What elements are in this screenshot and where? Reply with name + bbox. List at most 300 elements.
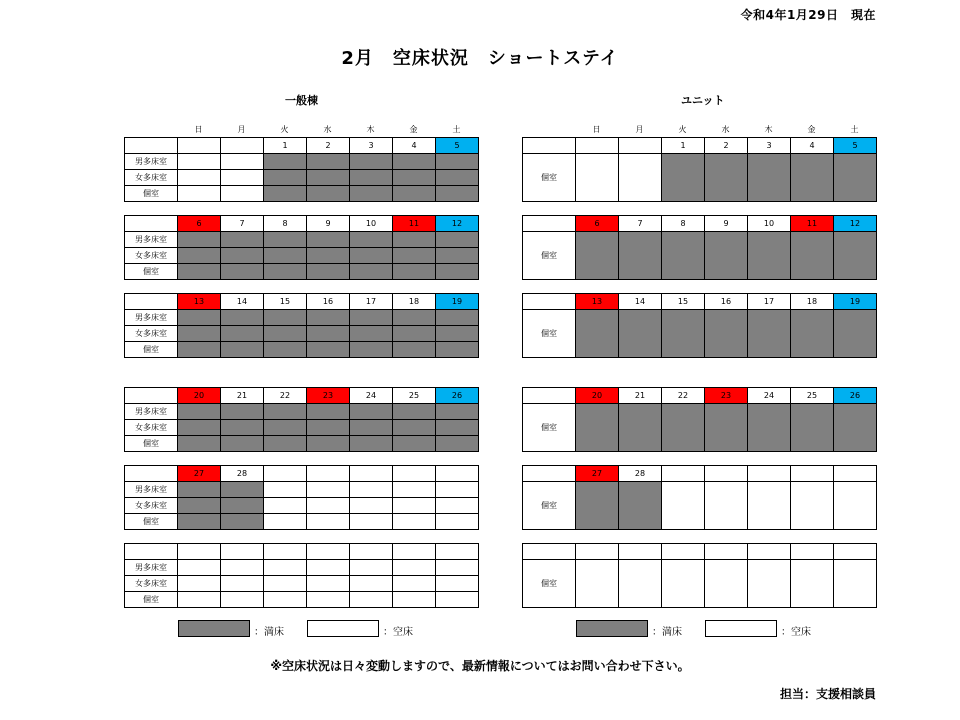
bed-status-full-cell — [436, 232, 479, 248]
week-header-corner — [125, 216, 178, 232]
bed-status-full-cell — [178, 514, 221, 530]
day-number-cell — [307, 544, 350, 560]
weekday-label: 木 — [366, 125, 375, 134]
room-type-label: 個室 — [125, 342, 178, 358]
bed-status-empty-cell — [264, 514, 307, 530]
bed-status-empty-cell — [791, 560, 834, 608]
bed-status-full-cell — [619, 482, 662, 530]
day-number-cell — [662, 466, 705, 482]
unit-week-table — [522, 293, 877, 358]
bed-status-full-cell — [436, 264, 479, 280]
bed-status-empty-cell — [264, 560, 307, 576]
bed-status-full-cell — [307, 154, 350, 170]
day-number-cell: 16 — [705, 294, 748, 310]
bed-status-full-cell — [662, 232, 705, 280]
day-number-cell: 27 — [178, 466, 221, 482]
bed-status-full-cell — [350, 310, 393, 326]
legend-full-label-general: ：満床 — [254, 627, 284, 638]
page-title: 2月 空床状況 ショートステイ — [341, 48, 619, 69]
room-type-label: 個室 — [523, 310, 576, 358]
day-number-cell — [393, 544, 436, 560]
bed-status-empty-cell — [178, 592, 221, 608]
bed-status-full-cell — [705, 310, 748, 358]
weekday-label: 水 — [721, 125, 730, 134]
weekday-label: 火 — [280, 125, 289, 134]
bed-status-full-cell — [350, 342, 393, 358]
bed-status-empty-cell — [264, 576, 307, 592]
bed-status-full-cell — [436, 310, 479, 326]
day-number-cell: 26 — [436, 388, 479, 404]
bed-status-empty-cell — [307, 482, 350, 498]
legend-empty-label-unit: ：空床 — [781, 627, 811, 638]
bed-status-full-cell — [178, 420, 221, 436]
bed-status-full-cell — [791, 404, 834, 452]
bed-status-full-cell — [221, 232, 264, 248]
week-header-corner — [125, 466, 178, 482]
weekday-label: 月 — [237, 125, 246, 134]
staff-contact: 担当：支援相談員 — [779, 687, 876, 701]
bed-status-full-cell — [791, 232, 834, 280]
bed-status-full-cell — [350, 154, 393, 170]
bed-status-full-cell — [393, 154, 436, 170]
day-number-cell: 18 — [393, 294, 436, 310]
day-number-cell: 26 — [834, 388, 877, 404]
day-number-cell — [178, 544, 221, 560]
day-number-cell: 22 — [662, 388, 705, 404]
unit-week-table — [522, 387, 877, 452]
bed-status-full-cell — [748, 310, 791, 358]
bed-status-full-cell — [264, 186, 307, 202]
bed-status-empty-cell — [576, 560, 619, 608]
day-number-cell: 4 — [393, 138, 436, 154]
legend-full-swatch-unit — [576, 620, 648, 637]
day-number-cell: 10 — [748, 216, 791, 232]
day-number-cell: 11 — [791, 216, 834, 232]
bed-status-empty-cell — [178, 170, 221, 186]
day-number-cell: 13 — [576, 294, 619, 310]
bed-status-full-cell — [705, 154, 748, 202]
day-number-cell: 27 — [576, 466, 619, 482]
bed-status-full-cell — [393, 264, 436, 280]
week-header-corner — [523, 294, 576, 310]
bed-status-empty-cell — [264, 592, 307, 608]
bed-status-full-cell — [576, 232, 619, 280]
bed-status-full-cell — [834, 232, 877, 280]
day-number-cell: 22 — [264, 388, 307, 404]
day-number-cell: 25 — [393, 388, 436, 404]
bed-status-empty-cell — [393, 514, 436, 530]
room-type-label: 個室 — [125, 436, 178, 452]
day-number-cell — [619, 138, 662, 154]
bed-status-empty-cell — [350, 482, 393, 498]
weekday-label: 木 — [764, 125, 773, 134]
week-header-corner — [523, 544, 576, 560]
day-number-cell: 18 — [791, 294, 834, 310]
room-type-label: 女多床室 — [125, 576, 178, 592]
bed-status-full-cell — [662, 404, 705, 452]
bed-status-empty-cell — [393, 576, 436, 592]
day-number-cell: 14 — [619, 294, 662, 310]
bed-status-empty-cell — [436, 576, 479, 592]
day-number-cell: 15 — [264, 294, 307, 310]
day-number-cell: 8 — [662, 216, 705, 232]
bed-status-full-cell — [264, 310, 307, 326]
bed-status-full-cell — [264, 326, 307, 342]
day-number-cell — [791, 544, 834, 560]
bed-status-full-cell — [307, 186, 350, 202]
day-number-cell — [791, 466, 834, 482]
week-header-corner — [523, 388, 576, 404]
weekday-label: 月 — [635, 125, 644, 134]
unit-week-table — [522, 215, 877, 280]
bed-status-full-cell — [576, 404, 619, 452]
bed-status-full-cell — [791, 154, 834, 202]
bed-status-full-cell — [705, 232, 748, 280]
room-type-label: 個室 — [125, 264, 178, 280]
general-week-table — [124, 137, 479, 202]
bed-status-full-cell — [221, 404, 264, 420]
day-number-cell — [221, 544, 264, 560]
bed-status-empty-cell — [221, 186, 264, 202]
bed-status-full-cell — [436, 436, 479, 452]
day-number-cell: 28 — [221, 466, 264, 482]
bed-status-empty-cell — [576, 154, 619, 202]
bed-status-full-cell — [576, 482, 619, 530]
bed-status-empty-cell — [307, 576, 350, 592]
bed-status-empty-cell — [393, 482, 436, 498]
room-type-label: 個室 — [523, 482, 576, 530]
day-number-cell: 28 — [619, 466, 662, 482]
bed-status-full-cell — [264, 154, 307, 170]
room-type-label: 女多床室 — [125, 326, 178, 342]
weekday-label: 日 — [194, 125, 203, 134]
bed-status-full-cell — [178, 404, 221, 420]
bed-status-full-cell — [834, 310, 877, 358]
bed-status-empty-cell — [178, 186, 221, 202]
bed-status-empty-cell — [393, 592, 436, 608]
room-type-label: 男多床室 — [125, 560, 178, 576]
bed-status-empty-cell — [221, 576, 264, 592]
bed-status-empty-cell — [307, 514, 350, 530]
footer-note: ※空床状況は日々変動しますので、最新情報についてはお問い合わせ下さい。 — [270, 659, 690, 673]
legend-empty-swatch-unit — [705, 620, 777, 637]
bed-status-full-cell — [221, 342, 264, 358]
room-type-label: 個室 — [125, 592, 178, 608]
weekday-label: 土 — [452, 125, 461, 134]
bed-status-full-cell — [705, 404, 748, 452]
bed-status-full-cell — [178, 482, 221, 498]
day-number-cell: 6 — [576, 216, 619, 232]
week-header-corner — [523, 466, 576, 482]
weekday-label: 水 — [323, 125, 332, 134]
room-type-label: 女多床室 — [125, 498, 178, 514]
section-label-general: 一般棟 — [285, 94, 318, 107]
day-number-cell: 23 — [705, 388, 748, 404]
bed-status-full-cell — [307, 404, 350, 420]
bed-status-full-cell — [393, 186, 436, 202]
room-type-label: 個室 — [523, 560, 576, 608]
day-number-cell: 20 — [178, 388, 221, 404]
bed-status-full-cell — [436, 326, 479, 342]
general-week-table — [124, 387, 479, 452]
day-number-cell — [834, 544, 877, 560]
legend-empty-label-general: ：空床 — [383, 627, 413, 638]
bed-status-full-cell — [264, 404, 307, 420]
bed-status-full-cell — [393, 342, 436, 358]
bed-status-full-cell — [791, 310, 834, 358]
weekday-label: 日 — [592, 125, 601, 134]
day-number-cell: 12 — [834, 216, 877, 232]
legend-full-label-unit: ：満床 — [652, 627, 682, 638]
weekday-label: 土 — [850, 125, 859, 134]
bed-status-empty-cell — [619, 560, 662, 608]
day-number-cell: 4 — [791, 138, 834, 154]
day-number-cell: 5 — [834, 138, 877, 154]
bed-status-full-cell — [221, 436, 264, 452]
day-number-cell: 3 — [748, 138, 791, 154]
bed-status-full-cell — [436, 420, 479, 436]
bed-status-empty-cell — [221, 560, 264, 576]
weekday-label: 金 — [807, 125, 816, 134]
day-number-cell — [748, 466, 791, 482]
day-number-cell: 2 — [705, 138, 748, 154]
bed-status-full-cell — [619, 310, 662, 358]
bed-status-full-cell — [748, 404, 791, 452]
day-number-cell — [662, 544, 705, 560]
bed-status-empty-cell — [178, 560, 221, 576]
room-type-label: 男多床室 — [125, 310, 178, 326]
day-number-cell: 7 — [221, 216, 264, 232]
bed-status-full-cell — [307, 310, 350, 326]
week-header-corner — [125, 544, 178, 560]
bed-status-full-cell — [178, 342, 221, 358]
bed-status-full-cell — [393, 326, 436, 342]
bed-status-full-cell — [221, 420, 264, 436]
week-header-corner — [125, 388, 178, 404]
weekday-label: 火 — [678, 125, 687, 134]
day-number-cell — [436, 544, 479, 560]
week-header-corner — [523, 216, 576, 232]
day-number-cell: 19 — [436, 294, 479, 310]
room-type-label: 女多床室 — [125, 248, 178, 264]
day-number-cell: 7 — [619, 216, 662, 232]
bed-status-full-cell — [264, 170, 307, 186]
bed-status-empty-cell — [178, 576, 221, 592]
room-type-label: 男多床室 — [125, 232, 178, 248]
bed-status-empty-cell — [350, 514, 393, 530]
bed-status-full-cell — [619, 404, 662, 452]
bed-status-empty-cell — [307, 560, 350, 576]
bed-status-full-cell — [178, 436, 221, 452]
bed-status-full-cell — [619, 232, 662, 280]
day-number-cell: 9 — [705, 216, 748, 232]
day-number-cell — [748, 544, 791, 560]
bed-status-full-cell — [178, 248, 221, 264]
bed-status-full-cell — [264, 232, 307, 248]
bed-status-empty-cell — [834, 482, 877, 530]
unit-week-table — [522, 465, 877, 530]
bed-status-empty-cell — [350, 560, 393, 576]
bed-status-full-cell — [436, 404, 479, 420]
bed-status-full-cell — [834, 404, 877, 452]
room-type-label: 個室 — [125, 186, 178, 202]
day-number-cell: 21 — [619, 388, 662, 404]
bed-status-full-cell — [221, 264, 264, 280]
day-number-cell — [178, 138, 221, 154]
bed-status-empty-cell — [436, 498, 479, 514]
bed-status-full-cell — [393, 404, 436, 420]
day-number-cell — [619, 544, 662, 560]
bed-status-full-cell — [350, 186, 393, 202]
bed-status-full-cell — [221, 482, 264, 498]
bed-status-empty-cell — [221, 592, 264, 608]
room-type-label: 個室 — [523, 232, 576, 280]
room-type-label: 個室 — [523, 154, 576, 202]
day-number-cell: 20 — [576, 388, 619, 404]
day-number-cell — [393, 466, 436, 482]
bed-status-full-cell — [307, 436, 350, 452]
week-header-corner — [125, 294, 178, 310]
bed-status-empty-cell — [307, 592, 350, 608]
bed-status-empty-cell — [264, 498, 307, 514]
bed-status-full-cell — [436, 342, 479, 358]
bed-status-full-cell — [307, 420, 350, 436]
day-number-cell — [350, 466, 393, 482]
bed-status-full-cell — [178, 498, 221, 514]
bed-status-empty-cell — [350, 592, 393, 608]
bed-status-full-cell — [393, 248, 436, 264]
legend-empty-swatch-general — [307, 620, 379, 637]
day-number-cell: 9 — [307, 216, 350, 232]
bed-status-full-cell — [178, 264, 221, 280]
bed-status-full-cell — [350, 264, 393, 280]
day-number-cell — [834, 466, 877, 482]
room-type-label: 個室 — [125, 514, 178, 530]
day-number-cell: 25 — [791, 388, 834, 404]
bed-status-full-cell — [662, 154, 705, 202]
bed-status-empty-cell — [350, 576, 393, 592]
bed-status-full-cell — [350, 232, 393, 248]
bed-status-empty-cell — [436, 560, 479, 576]
bed-status-full-cell — [662, 310, 705, 358]
report-date: 令和4年1月29日 現在 — [740, 8, 876, 22]
day-number-cell — [705, 544, 748, 560]
bed-status-full-cell — [264, 342, 307, 358]
bed-status-full-cell — [221, 310, 264, 326]
day-number-cell: 16 — [307, 294, 350, 310]
bed-status-full-cell — [264, 420, 307, 436]
bed-status-full-cell — [307, 248, 350, 264]
bed-status-empty-cell — [791, 482, 834, 530]
bed-status-full-cell — [307, 264, 350, 280]
general-week-table — [124, 465, 479, 530]
day-number-cell — [221, 138, 264, 154]
bed-status-full-cell — [350, 326, 393, 342]
day-number-cell — [576, 138, 619, 154]
bed-status-empty-cell — [221, 154, 264, 170]
bed-status-full-cell — [393, 232, 436, 248]
bed-status-full-cell — [264, 248, 307, 264]
unit-week-table — [522, 543, 877, 608]
room-type-label: 男多床室 — [125, 482, 178, 498]
room-type-label: 男多床室 — [125, 154, 178, 170]
day-number-cell: 10 — [350, 216, 393, 232]
bed-status-empty-cell — [705, 482, 748, 530]
bed-status-full-cell — [350, 420, 393, 436]
bed-status-full-cell — [221, 498, 264, 514]
bed-status-full-cell — [307, 232, 350, 248]
day-number-cell: 11 — [393, 216, 436, 232]
bed-status-empty-cell — [393, 498, 436, 514]
bed-status-empty-cell — [307, 498, 350, 514]
day-number-cell: 24 — [748, 388, 791, 404]
day-number-cell: 6 — [178, 216, 221, 232]
bed-status-full-cell — [436, 154, 479, 170]
day-number-cell: 8 — [264, 216, 307, 232]
bed-status-full-cell — [264, 436, 307, 452]
bed-status-empty-cell — [748, 482, 791, 530]
bed-status-full-cell — [834, 154, 877, 202]
bed-status-full-cell — [436, 186, 479, 202]
day-number-cell: 3 — [350, 138, 393, 154]
legend-full-swatch-general — [178, 620, 250, 637]
bed-status-full-cell — [350, 248, 393, 264]
day-number-cell: 17 — [350, 294, 393, 310]
bed-status-full-cell — [178, 326, 221, 342]
day-number-cell: 1 — [264, 138, 307, 154]
day-number-cell — [264, 466, 307, 482]
bed-status-empty-cell — [436, 592, 479, 608]
bed-status-full-cell — [393, 420, 436, 436]
day-number-cell: 21 — [221, 388, 264, 404]
section-label-unit: ユニット — [681, 94, 725, 107]
bed-status-full-cell — [393, 310, 436, 326]
general-week-table — [124, 293, 479, 358]
bed-status-full-cell — [350, 404, 393, 420]
room-type-label: 個室 — [523, 404, 576, 452]
bed-status-full-cell — [436, 170, 479, 186]
day-number-cell — [436, 466, 479, 482]
bed-status-full-cell — [350, 436, 393, 452]
room-type-label: 男多床室 — [125, 404, 178, 420]
week-header-corner — [125, 138, 178, 154]
day-number-cell: 14 — [221, 294, 264, 310]
bed-status-empty-cell — [705, 560, 748, 608]
bed-status-full-cell — [178, 310, 221, 326]
general-week-table — [124, 215, 479, 280]
week-header-corner — [523, 138, 576, 154]
day-number-cell: 15 — [662, 294, 705, 310]
bed-status-full-cell — [264, 264, 307, 280]
bed-status-empty-cell — [834, 560, 877, 608]
bed-status-full-cell — [748, 232, 791, 280]
bed-status-full-cell — [748, 154, 791, 202]
room-type-label: 女多床室 — [125, 420, 178, 436]
general-week-table — [124, 543, 479, 608]
bed-status-full-cell — [576, 310, 619, 358]
bed-status-full-cell — [307, 326, 350, 342]
day-number-cell: 12 — [436, 216, 479, 232]
bed-status-empty-cell — [350, 498, 393, 514]
day-number-cell: 5 — [436, 138, 479, 154]
bed-status-full-cell — [221, 326, 264, 342]
bed-status-full-cell — [307, 342, 350, 358]
day-number-cell: 2 — [307, 138, 350, 154]
bed-status-full-cell — [436, 248, 479, 264]
bed-status-full-cell — [393, 436, 436, 452]
room-type-label: 女多床室 — [125, 170, 178, 186]
bed-status-empty-cell — [436, 514, 479, 530]
